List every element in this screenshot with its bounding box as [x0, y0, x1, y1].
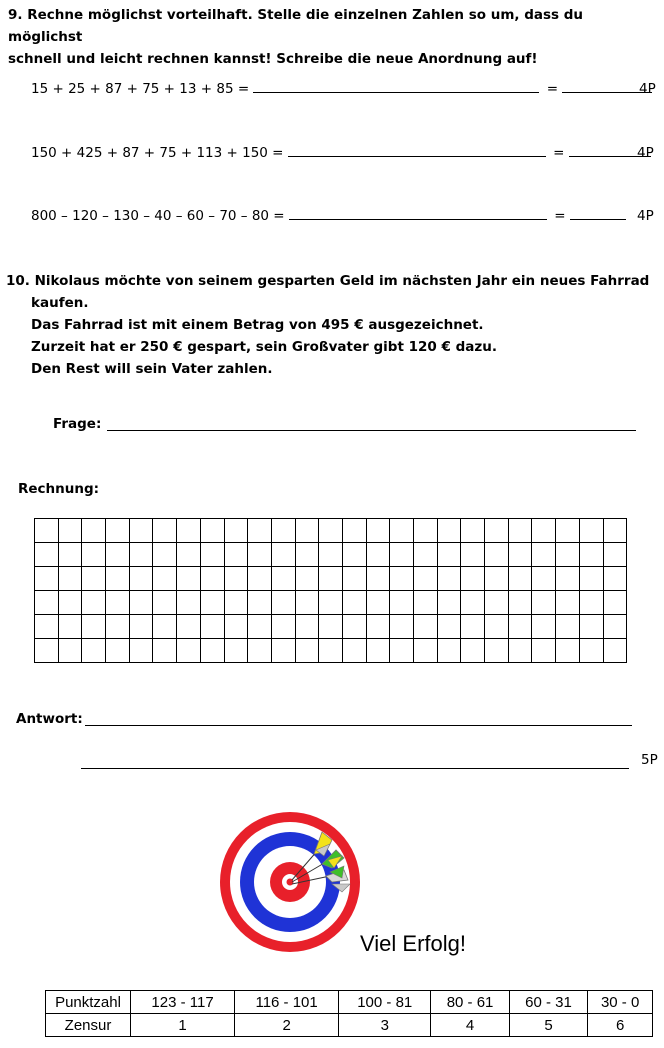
grid-cell[interactable] [224, 639, 248, 663]
grid-cell[interactable] [35, 615, 59, 639]
grid-cell[interactable] [106, 519, 130, 543]
grade-value: 1 [131, 1014, 235, 1037]
grid-cell[interactable] [390, 567, 414, 591]
grid-cell[interactable] [390, 519, 414, 543]
grid-cell[interactable] [579, 543, 603, 567]
grid-cell[interactable] [437, 567, 461, 591]
grid-cell[interactable] [224, 567, 248, 591]
grid-cell[interactable] [579, 615, 603, 639]
grid-cell[interactable] [414, 543, 438, 567]
grid-cell[interactable] [224, 615, 248, 639]
grid-cell[interactable] [106, 639, 130, 663]
grid-cell[interactable] [271, 519, 295, 543]
grid-cell[interactable] [248, 543, 272, 567]
grid-cell[interactable] [556, 519, 580, 543]
task10-line: Zurzeit hat er 250 € gespart, sein Großvater gibt 120 € dazu. [31, 339, 497, 355]
grid-cell[interactable] [414, 591, 438, 615]
equals-sign: = [546, 81, 559, 97]
grid-cell[interactable] [437, 543, 461, 567]
grid-cell[interactable] [271, 615, 295, 639]
dartboard-icon [218, 810, 368, 960]
equation-expr: 800 – 120 – 130 – 40 – 60 – 70 – 80 = [31, 208, 285, 224]
grid-cell[interactable] [271, 543, 295, 567]
grid-cell[interactable] [485, 639, 509, 663]
grid-cell[interactable] [248, 639, 272, 663]
grid-cell[interactable] [106, 567, 130, 591]
grid-cell[interactable] [106, 615, 130, 639]
equals-sign: = [553, 145, 565, 161]
grid-cell[interactable] [508, 639, 532, 663]
grid-cell[interactable] [532, 567, 556, 591]
grid-cell[interactable] [414, 519, 438, 543]
grid-cell[interactable] [82, 543, 106, 567]
grid-cell[interactable] [295, 639, 319, 663]
answer-line[interactable] [253, 92, 539, 93]
grade-value: 2 [235, 1014, 339, 1037]
grid-cell[interactable] [532, 639, 556, 663]
points-label: 4P [637, 208, 654, 224]
grid-cell[interactable] [532, 519, 556, 543]
grid-cell[interactable] [556, 615, 580, 639]
grid-cell[interactable] [129, 543, 153, 567]
closing-message: Viel Erfolg! [360, 931, 466, 956]
grid-cell[interactable] [35, 519, 59, 543]
grid-cell[interactable] [295, 519, 319, 543]
grid-cell[interactable] [153, 639, 177, 663]
grid-cell[interactable] [224, 543, 248, 567]
grid-cell[interactable] [200, 639, 224, 663]
grid-cell[interactable] [461, 543, 485, 567]
grid-cell[interactable] [35, 591, 59, 615]
grid-cell[interactable] [82, 639, 106, 663]
grid-cell[interactable] [437, 591, 461, 615]
grid-cell[interactable] [224, 591, 248, 615]
grid-cell[interactable] [295, 615, 319, 639]
grid-cell[interactable] [485, 519, 509, 543]
grid-cell[interactable] [129, 615, 153, 639]
score-table [45, 990, 653, 1037]
grid-cell[interactable] [248, 567, 272, 591]
grid-cell[interactable] [603, 591, 627, 615]
grid-cell[interactable] [248, 591, 272, 615]
grid-cell[interactable] [106, 591, 130, 615]
antwort-label: Antwort: [16, 711, 83, 727]
grid-cell[interactable] [390, 543, 414, 567]
points-label: 4P [639, 81, 656, 97]
grid-cell[interactable] [58, 567, 82, 591]
grid-cell[interactable] [414, 567, 438, 591]
grid-cell[interactable] [366, 639, 390, 663]
equation-expr: 15 + 25 + 87 + 75 + 13 + 85 = [31, 81, 250, 97]
grid-cell[interactable] [461, 615, 485, 639]
grade-row-label: Zensur [46, 1014, 131, 1037]
antwort-line-2[interactable] [81, 752, 629, 769]
grid-cell[interactable] [414, 639, 438, 663]
grade-value: 4 [431, 1014, 509, 1037]
grid-cell[interactable] [319, 591, 343, 615]
answer-line[interactable] [289, 219, 547, 220]
score-range: 100 - 81 [339, 991, 431, 1014]
grid-cell[interactable] [579, 591, 603, 615]
grid-cell[interactable] [461, 519, 485, 543]
grid-cell[interactable] [200, 591, 224, 615]
grid-cell[interactable] [319, 519, 343, 543]
grid-cell[interactable] [129, 519, 153, 543]
grade-value: 5 [509, 1014, 587, 1037]
grid-cell[interactable] [579, 639, 603, 663]
task10-line: kaufen. [31, 295, 89, 311]
grade-value: 3 [339, 1014, 431, 1037]
grid-cell[interactable] [271, 591, 295, 615]
grid-cell[interactable] [342, 639, 366, 663]
grid-cell[interactable] [485, 615, 509, 639]
grid-cell[interactable] [508, 567, 532, 591]
grid-cell[interactable] [295, 543, 319, 567]
result-line[interactable] [570, 219, 626, 220]
grid-cell[interactable] [508, 615, 532, 639]
grid-cell[interactable] [58, 543, 82, 567]
grid-cell[interactable] [35, 543, 59, 567]
score-range: 30 - 0 [588, 991, 653, 1014]
grid-cell[interactable] [153, 567, 177, 591]
grid-cell[interactable] [82, 615, 106, 639]
rechnung-label: Rechnung: [18, 481, 100, 497]
grid-cell[interactable] [603, 519, 627, 543]
grid-cell[interactable] [224, 519, 248, 543]
grid-cell[interactable] [437, 639, 461, 663]
grid-cell[interactable] [271, 567, 295, 591]
grid-cell[interactable] [129, 567, 153, 591]
grid-cell[interactable] [461, 591, 485, 615]
grid-cell[interactable] [248, 519, 272, 543]
grid-cell[interactable] [485, 567, 509, 591]
grid-cell[interactable] [129, 591, 153, 615]
grid-cell[interactable] [508, 591, 532, 615]
task9-equation-1 [31, 81, 652, 97]
table-row [46, 991, 653, 1014]
task9-number: 9. [8, 7, 23, 23]
equals-sign: = [554, 208, 566, 224]
score-row-label: Punktzahl [46, 991, 131, 1014]
grid-cell[interactable] [177, 591, 201, 615]
grid-cell[interactable] [437, 519, 461, 543]
grid-cell[interactable] [35, 567, 59, 591]
antwort-line-1[interactable] [85, 709, 632, 726]
grid-cell[interactable] [532, 543, 556, 567]
grid-cell[interactable] [200, 519, 224, 543]
grid-cell[interactable] [177, 639, 201, 663]
score-range: 80 - 61 [431, 991, 509, 1014]
task9-line2: schnell und leicht rechnen kannst! Schreibe die neue Anordnung auf! [8, 51, 538, 67]
grid-cell[interactable] [319, 543, 343, 567]
grid-cell[interactable] [342, 543, 366, 567]
grid-cell[interactable] [200, 615, 224, 639]
grid-cell[interactable] [319, 615, 343, 639]
grid-cell[interactable] [437, 615, 461, 639]
task10-line: Das Fahrrad ist mit einem Betrag von 495 € ausgezeichnet. [31, 317, 484, 333]
grid-cell[interactable] [248, 615, 272, 639]
grid-cell[interactable] [366, 567, 390, 591]
grid-cell[interactable] [485, 543, 509, 567]
grid-cell[interactable] [579, 519, 603, 543]
grid-cell[interactable] [82, 567, 106, 591]
grid-cell[interactable] [579, 567, 603, 591]
grid-cell[interactable] [508, 519, 532, 543]
task9-line1: Rechne möglichst vorteilhaft. Stelle die einzelnen Zahlen so um, dass du möglichst [8, 7, 584, 45]
grid-cell[interactable] [129, 639, 153, 663]
grid-cell[interactable] [319, 639, 343, 663]
task10-number: 10. [6, 273, 30, 289]
grid-cell[interactable] [603, 639, 627, 663]
grid-cell[interactable] [153, 591, 177, 615]
grid-cell[interactable] [366, 519, 390, 543]
score-range: 60 - 31 [509, 991, 587, 1014]
grid-cell[interactable] [414, 615, 438, 639]
grid-cell[interactable] [342, 591, 366, 615]
grid-cell[interactable] [556, 591, 580, 615]
task10-text [6, 270, 656, 380]
grid-cell[interactable] [366, 591, 390, 615]
task10-line: Nikolaus möchte von seinem gesparten Geld im nächsten Jahr ein neues Fahrrad [34, 273, 650, 289]
grid-cell[interactable] [58, 519, 82, 543]
grid-cell[interactable] [603, 567, 627, 591]
grid-cell[interactable] [366, 615, 390, 639]
grid-cell[interactable] [58, 639, 82, 663]
grid-cell[interactable] [82, 591, 106, 615]
grid-cell[interactable] [177, 519, 201, 543]
grid-cell[interactable] [556, 567, 580, 591]
grid-cell[interactable] [153, 543, 177, 567]
grid-cell[interactable] [485, 591, 509, 615]
grid-cell[interactable] [390, 639, 414, 663]
grid-cell[interactable] [461, 639, 485, 663]
grid-cell[interactable] [153, 519, 177, 543]
points-label: 4P [637, 145, 654, 161]
answer-line[interactable] [288, 156, 546, 157]
task10-points: 5P [641, 752, 658, 768]
task9-instruction [8, 4, 658, 70]
grid-cell[interactable] [295, 591, 319, 615]
grid-cell[interactable] [177, 615, 201, 639]
grid-cell[interactable] [58, 591, 82, 615]
grid-cell[interactable] [532, 615, 556, 639]
score-range: 116 - 101 [235, 991, 339, 1014]
task9-equation-2 [31, 145, 651, 161]
grid-cell[interactable] [58, 615, 82, 639]
grid-cell[interactable] [200, 567, 224, 591]
grid-cell[interactable] [603, 615, 627, 639]
grid-cell[interactable] [556, 639, 580, 663]
grid-cell[interactable] [177, 567, 201, 591]
grid-cell[interactable] [603, 543, 627, 567]
calculation-grid[interactable] [34, 518, 627, 663]
table-row [46, 1014, 653, 1037]
grid-cell[interactable] [271, 639, 295, 663]
grid-cell[interactable] [106, 543, 130, 567]
grid-cell[interactable] [153, 615, 177, 639]
grid-cell[interactable] [295, 567, 319, 591]
grid-cell[interactable] [461, 567, 485, 591]
grid-cell[interactable] [508, 543, 532, 567]
grid-cell[interactable] [200, 543, 224, 567]
grid-cell[interactable] [342, 567, 366, 591]
grid-cell[interactable] [319, 567, 343, 591]
grid-cell[interactable] [82, 519, 106, 543]
score-range: 123 - 117 [131, 991, 235, 1014]
frage-answer-line[interactable] [107, 414, 636, 431]
task10-line: Den Rest will sein Vater zahlen. [31, 361, 273, 377]
task9-equation-3 [31, 208, 626, 224]
equation-expr: 150 + 425 + 87 + 75 + 113 + 150 = [31, 145, 284, 161]
grid-cell[interactable] [390, 591, 414, 615]
grid-cell[interactable] [366, 543, 390, 567]
grid-cell[interactable] [532, 591, 556, 615]
grid-cell[interactable] [556, 543, 580, 567]
grid-cell[interactable] [35, 639, 59, 663]
grid-cell[interactable] [177, 543, 201, 567]
grid-cell[interactable] [342, 615, 366, 639]
grid-cell[interactable] [390, 615, 414, 639]
frage-label: Frage: [53, 416, 102, 432]
grade-value: 6 [588, 1014, 653, 1037]
grid-cell[interactable] [342, 519, 366, 543]
